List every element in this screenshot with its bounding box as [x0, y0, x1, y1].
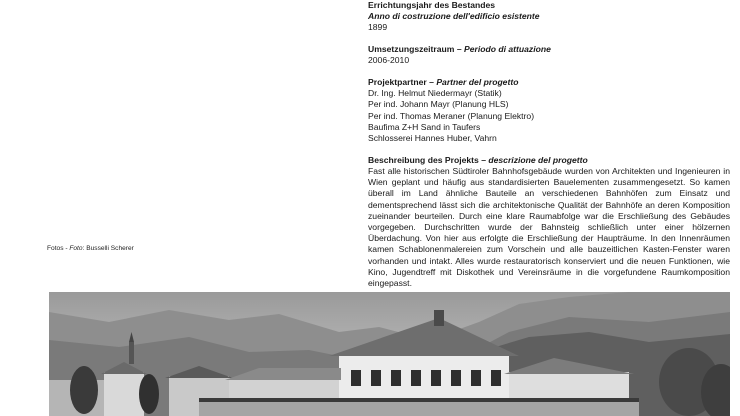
project-description-label-de: Beschreibung des Projekts	[368, 154, 479, 165]
project-partners-separator: –	[426, 77, 437, 88]
project-partners-label-de: Projektpartner	[368, 77, 427, 88]
partner-item: Per ind. Johann Mayr (Planung HLS)	[368, 99, 509, 110]
implementation-period-label-de: Umsetzungszeitraum	[368, 44, 455, 55]
partner-item: Schlosserei Hannes Huber, Vahrn	[368, 133, 497, 144]
photo-credit	[47, 245, 134, 252]
historic-station-illustration	[49, 292, 730, 416]
project-description-label-it: descrizione del progetto	[488, 154, 588, 165]
photo-credit-prefix-it: Foto	[69, 245, 83, 252]
project-partners-section	[368, 77, 730, 144]
implementation-period-value: 2006-2010	[368, 55, 410, 66]
construction-year-value: 1899	[368, 22, 388, 33]
project-description-text: Fast alle historischen Südtiroler Bahnhofsgebäude wurden von Architekten und Ingenieuren in Wien geplant und häufig aus standardisierten Bauelementen zusammengesetzt. So kamen überall im Land ähnliche Bauteile an verschiedenen Bahnhöfen zum Einsatz und dementsprechend lässt sich die architektonische Qualität der Bahnhöfe an deren Komposition zueinander beurteilen. Durch eine klare Raumabfolge war die Erschließung des Gebäudes vorgegeben. Durchschritten wurde der Bahnsteig schließlich unter einer hölzernen Überdachung. Von hier aus erfolgte die Erschließung der Haupträume. In den Innenräumen kamen Schablonenmalereien zum Vorschein und alle bauzeitlichen Kasten-Fenster waren vorhanden und intakt. Alles wurde restauratorisch konserviert und die neuen Funktionen, wie Kino, Jugendtreff mit Diskothek und Vereinsräume in die vorgefundene Raumkomposition eingepasst.	[368, 165, 730, 288]
implementation-period-section	[368, 44, 730, 66]
project-description-heading	[368, 155, 730, 166]
project-description-section	[368, 155, 730, 289]
project-description-separator: –	[478, 154, 489, 165]
implementation-period-heading	[368, 44, 730, 55]
project-partners-heading	[368, 77, 730, 88]
implementation-period-separator: –	[454, 44, 464, 55]
partner-item: Dr. Ing. Helmut Niedermayr (Statik)	[368, 88, 502, 99]
historic-station-photo	[49, 292, 730, 416]
project-partners-label-it: Partner del progetto	[436, 77, 519, 88]
partner-item: Baufima Z+H Sand in Taufers	[368, 121, 481, 132]
photo-credit-prefix: Fotos -	[47, 245, 70, 252]
implementation-period-label-it: Periodo di attuazione	[464, 44, 551, 55]
photo-credit-suffix: : Busselli Scherer	[82, 245, 134, 252]
construction-year-section	[368, 0, 730, 34]
construction-year-label-de: Errichtungsjahr des Bestandes	[368, 0, 496, 10]
project-info-column	[368, 0, 730, 300]
partner-item: Per ind. Thomas Meraner (Planung Elektro)	[368, 110, 535, 121]
construction-year-label-it: Anno di costruzione dell'edificio esistente	[368, 11, 540, 22]
